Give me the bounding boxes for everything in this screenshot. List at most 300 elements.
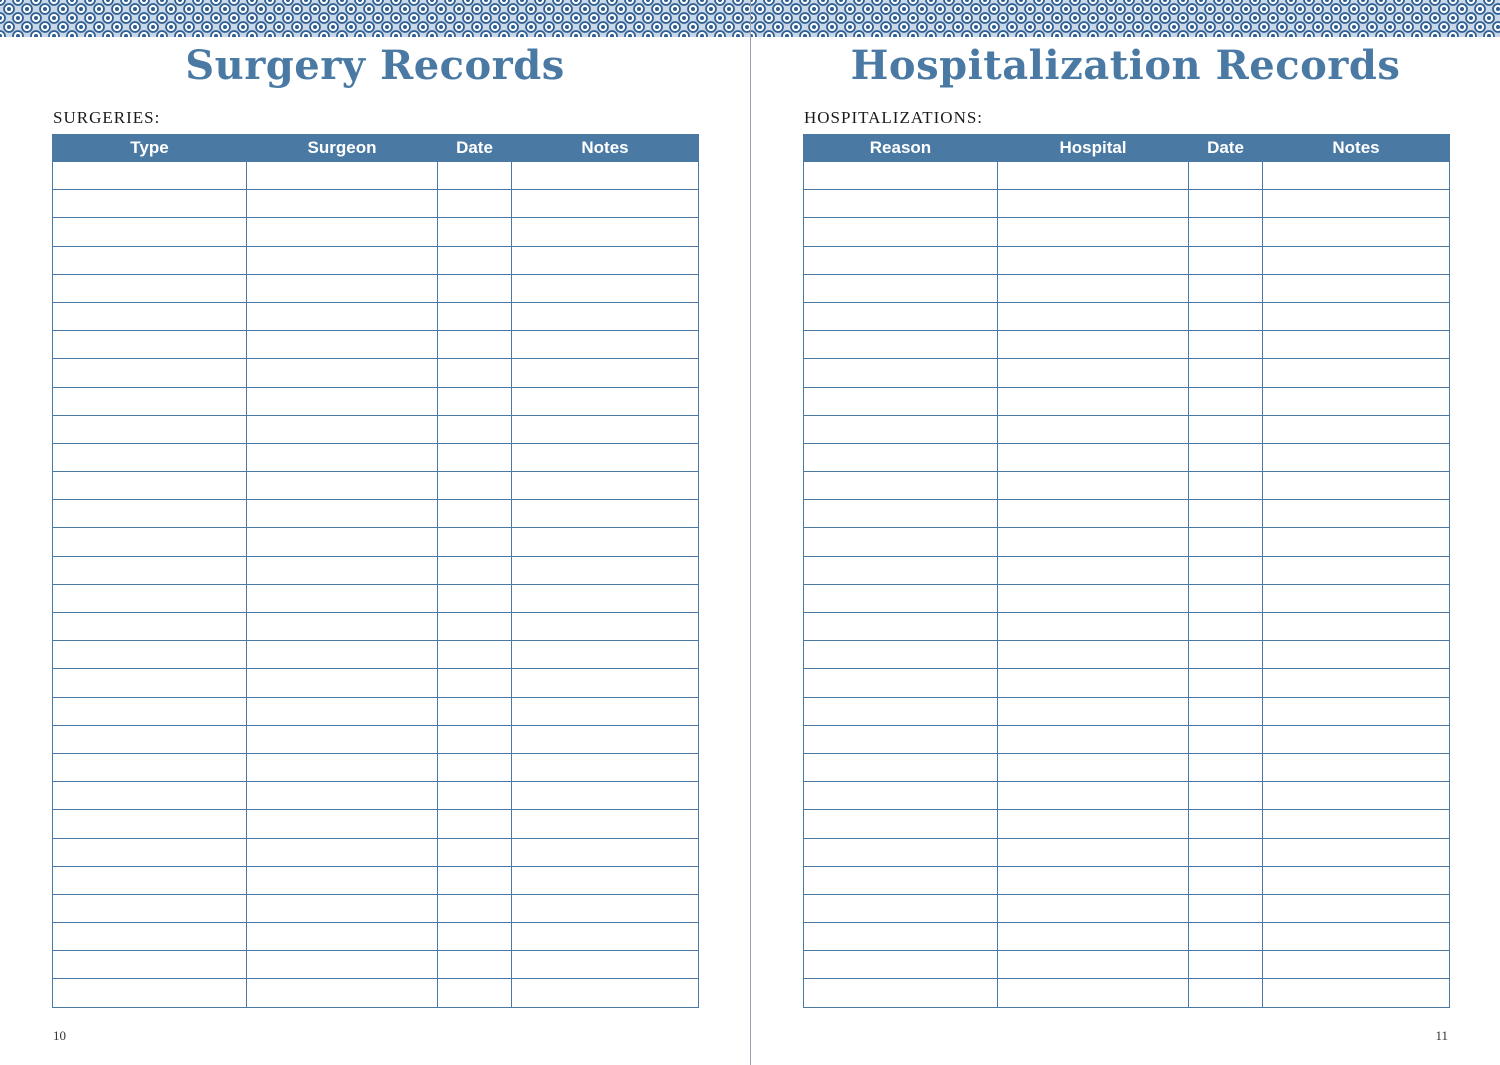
- blank-cell[interactable]: [438, 894, 512, 922]
- table-row: [53, 472, 699, 500]
- table-row: [53, 387, 699, 415]
- blank-cell[interactable]: [438, 302, 512, 330]
- table-row: [53, 331, 699, 359]
- blank-cell[interactable]: [804, 443, 998, 471]
- blank-cell[interactable]: [247, 190, 438, 218]
- blank-cell[interactable]: [1263, 359, 1450, 387]
- blank-cell[interactable]: [998, 725, 1189, 753]
- blank-cell[interactable]: [512, 387, 699, 415]
- blank-cell[interactable]: [998, 641, 1189, 669]
- blank-cell[interactable]: [998, 190, 1189, 218]
- table-row: [804, 753, 1450, 781]
- blank-cell[interactable]: [53, 641, 247, 669]
- blank-cell[interactable]: [1263, 387, 1450, 415]
- blank-cell[interactable]: [998, 753, 1189, 781]
- blank-cell[interactable]: [804, 866, 998, 894]
- page-title: Surgery Records: [185, 42, 565, 89]
- blank-cell[interactable]: [247, 697, 438, 725]
- blank-cell[interactable]: [53, 584, 247, 612]
- blank-cell[interactable]: [247, 838, 438, 866]
- blank-cell[interactable]: [804, 697, 998, 725]
- table-row: [53, 415, 699, 443]
- blank-cell[interactable]: [1263, 246, 1450, 274]
- blank-cell[interactable]: [804, 528, 998, 556]
- blank-cell[interactable]: [512, 274, 699, 302]
- blank-cell[interactable]: [998, 274, 1189, 302]
- blank-cell[interactable]: [804, 331, 998, 359]
- blank-cell[interactable]: [1189, 697, 1263, 725]
- table-row: [804, 782, 1450, 810]
- section-label: HOSPITALIZATIONS:: [804, 108, 984, 127]
- blank-cell[interactable]: [1263, 641, 1450, 669]
- blank-cell[interactable]: [512, 613, 699, 641]
- blank-cell[interactable]: [438, 472, 512, 500]
- blank-cell[interactable]: [438, 500, 512, 528]
- blank-cell[interactable]: [247, 218, 438, 246]
- blank-cell[interactable]: [512, 725, 699, 753]
- blank-cell[interactable]: [1263, 613, 1450, 641]
- blank-cell[interactable]: [53, 472, 247, 500]
- table-row: [53, 725, 699, 753]
- table-row: [804, 218, 1450, 246]
- blank-cell[interactable]: [53, 810, 247, 838]
- table-row: [53, 528, 699, 556]
- blank-cell[interactable]: [998, 697, 1189, 725]
- blank-cell[interactable]: [1189, 923, 1263, 951]
- decorative-pattern-band: [751, 0, 1500, 37]
- blank-cell[interactable]: [1189, 274, 1263, 302]
- blank-cell[interactable]: [998, 951, 1189, 979]
- blank-cell[interactable]: [1189, 528, 1263, 556]
- blank-cell[interactable]: [998, 838, 1189, 866]
- blank-cell[interactable]: [53, 838, 247, 866]
- table-row: [53, 500, 699, 528]
- blank-cell[interactable]: [512, 951, 699, 979]
- blank-cell[interactable]: [1189, 584, 1263, 612]
- blank-cell[interactable]: [804, 500, 998, 528]
- blank-cell[interactable]: [247, 443, 438, 471]
- blank-cell[interactable]: [804, 782, 998, 810]
- blank-cell[interactable]: [998, 866, 1189, 894]
- blank-cell[interactable]: [1263, 753, 1450, 781]
- decorative-pattern-band: [0, 0, 750, 37]
- blank-cell[interactable]: [53, 951, 247, 979]
- blank-cell[interactable]: [512, 866, 699, 894]
- table-row: [53, 894, 699, 922]
- blank-cell[interactable]: [247, 500, 438, 528]
- blank-cell[interactable]: [512, 443, 699, 471]
- table-row: [804, 641, 1450, 669]
- blank-cell[interactable]: [247, 162, 438, 190]
- blank-cell[interactable]: [247, 359, 438, 387]
- table-row: [804, 613, 1450, 641]
- blank-cell[interactable]: [998, 246, 1189, 274]
- blank-cell[interactable]: [53, 782, 247, 810]
- table-row: [804, 415, 1450, 443]
- blank-cell[interactable]: [512, 331, 699, 359]
- blank-cell[interactable]: [512, 302, 699, 330]
- blank-cell[interactable]: [512, 415, 699, 443]
- blank-cell[interactable]: [438, 613, 512, 641]
- blank-cell[interactable]: [512, 162, 699, 190]
- blank-cell[interactable]: [998, 894, 1189, 922]
- blank-cell[interactable]: [247, 613, 438, 641]
- blank-cell[interactable]: [438, 725, 512, 753]
- table-row: [804, 162, 1450, 190]
- blank-cell[interactable]: [512, 753, 699, 781]
- blank-cell[interactable]: [1189, 472, 1263, 500]
- blank-cell[interactable]: [53, 669, 247, 697]
- table-header-row: [53, 134, 699, 162]
- blank-cell[interactable]: [53, 528, 247, 556]
- table-row: [804, 669, 1450, 697]
- blank-cell[interactable]: [438, 697, 512, 725]
- blank-cell[interactable]: [804, 725, 998, 753]
- blank-cell[interactable]: [1189, 500, 1263, 528]
- blank-cell[interactable]: [438, 246, 512, 274]
- blank-cell[interactable]: [512, 782, 699, 810]
- blank-cell[interactable]: [1263, 443, 1450, 471]
- table-row: [53, 246, 699, 274]
- blank-cell[interactable]: [1263, 782, 1450, 810]
- blank-cell[interactable]: [804, 979, 998, 1007]
- section-label: SURGERIES:: [53, 108, 161, 127]
- blank-cell[interactable]: [1263, 415, 1450, 443]
- blank-cell[interactable]: [1189, 415, 1263, 443]
- blank-cell[interactable]: [53, 274, 247, 302]
- blank-cell[interactable]: [438, 331, 512, 359]
- blank-cell[interactable]: [804, 556, 998, 584]
- blank-cell[interactable]: [1189, 894, 1263, 922]
- blank-cell[interactable]: [53, 725, 247, 753]
- table-row: [53, 584, 699, 612]
- blank-cell[interactable]: [1189, 725, 1263, 753]
- blank-cell[interactable]: [804, 641, 998, 669]
- blank-cell[interactable]: [1189, 753, 1263, 781]
- blank-cell[interactable]: [1263, 951, 1450, 979]
- blank-cell[interactable]: [53, 359, 247, 387]
- blank-cell[interactable]: [998, 923, 1189, 951]
- blank-cell[interactable]: [1189, 387, 1263, 415]
- blank-cell[interactable]: [53, 866, 247, 894]
- blank-cell[interactable]: [53, 190, 247, 218]
- blank-cell[interactable]: [53, 500, 247, 528]
- blank-cell[interactable]: [247, 894, 438, 922]
- blank-cell[interactable]: [1263, 725, 1450, 753]
- blank-cell[interactable]: [1263, 697, 1450, 725]
- blank-cell[interactable]: [804, 302, 998, 330]
- blank-cell[interactable]: [247, 584, 438, 612]
- blank-cell[interactable]: [247, 979, 438, 1007]
- blank-cell[interactable]: [438, 218, 512, 246]
- blank-cell[interactable]: [438, 753, 512, 781]
- blank-cell[interactable]: [1189, 782, 1263, 810]
- blank-cell[interactable]: [438, 584, 512, 612]
- blank-cell[interactable]: [247, 556, 438, 584]
- blank-cell[interactable]: [804, 894, 998, 922]
- blank-cell[interactable]: [438, 190, 512, 218]
- blank-cell[interactable]: [1263, 302, 1450, 330]
- table-row: [53, 218, 699, 246]
- table-row: [804, 979, 1450, 1007]
- blank-cell[interactable]: [438, 923, 512, 951]
- blank-cell[interactable]: [804, 951, 998, 979]
- blank-cell[interactable]: [998, 302, 1189, 330]
- blank-cell[interactable]: [438, 359, 512, 387]
- table-row: [804, 584, 1450, 612]
- blank-cell[interactable]: [247, 782, 438, 810]
- blank-cell[interactable]: [53, 923, 247, 951]
- blank-cell[interactable]: [512, 528, 699, 556]
- table-row: [804, 359, 1450, 387]
- table-row: [804, 387, 1450, 415]
- blank-cell[interactable]: [438, 641, 512, 669]
- blank-cell[interactable]: [53, 162, 247, 190]
- blank-cell[interactable]: [53, 443, 247, 471]
- blank-cell[interactable]: [438, 443, 512, 471]
- blank-cell[interactable]: [247, 246, 438, 274]
- blank-cell[interactable]: [512, 584, 699, 612]
- blank-cell[interactable]: [1189, 838, 1263, 866]
- blank-cell[interactable]: [1189, 613, 1263, 641]
- hospitalization-records-table: [803, 134, 1450, 1008]
- blank-cell[interactable]: [804, 838, 998, 866]
- blank-cell[interactable]: [53, 894, 247, 922]
- blank-cell[interactable]: [438, 810, 512, 838]
- blank-cell[interactable]: [512, 669, 699, 697]
- table-row: [804, 190, 1450, 218]
- blank-cell[interactable]: [998, 218, 1189, 246]
- table-row: [804, 528, 1450, 556]
- blank-cell[interactable]: [998, 331, 1189, 359]
- blank-cell[interactable]: [512, 556, 699, 584]
- blank-cell[interactable]: [804, 415, 998, 443]
- blank-cell[interactable]: [1189, 359, 1263, 387]
- blank-cell[interactable]: [1189, 246, 1263, 274]
- blank-cell[interactable]: [1189, 218, 1263, 246]
- blank-cell[interactable]: [998, 472, 1189, 500]
- blank-cell[interactable]: [438, 162, 512, 190]
- table-row: [53, 443, 699, 471]
- blank-cell[interactable]: [53, 218, 247, 246]
- blank-cell[interactable]: [1263, 866, 1450, 894]
- blank-cell[interactable]: [1263, 528, 1450, 556]
- blank-cell[interactable]: [53, 556, 247, 584]
- blank-cell[interactable]: [438, 782, 512, 810]
- blank-cell[interactable]: [247, 866, 438, 894]
- table-row: [53, 923, 699, 951]
- blank-cell[interactable]: [804, 923, 998, 951]
- blank-cell[interactable]: [998, 810, 1189, 838]
- blank-cell[interactable]: [804, 584, 998, 612]
- blank-cell[interactable]: [438, 387, 512, 415]
- blank-cell[interactable]: [998, 669, 1189, 697]
- blank-cell[interactable]: [804, 218, 998, 246]
- blank-cell[interactable]: [998, 979, 1189, 1007]
- blank-cell[interactable]: [53, 697, 247, 725]
- right-page: [750, 0, 1500, 1065]
- blank-cell[interactable]: [53, 753, 247, 781]
- blank-cell[interactable]: [512, 359, 699, 387]
- blank-cell[interactable]: [998, 415, 1189, 443]
- blank-cell[interactable]: [998, 584, 1189, 612]
- blank-cell[interactable]: [247, 274, 438, 302]
- blank-cell[interactable]: [1263, 810, 1450, 838]
- table-row: [53, 641, 699, 669]
- blank-cell[interactable]: [804, 753, 998, 781]
- blank-cell[interactable]: [53, 979, 247, 1007]
- table-row: [804, 838, 1450, 866]
- table-row: [53, 782, 699, 810]
- table-row: [53, 359, 699, 387]
- blank-cell[interactable]: [512, 190, 699, 218]
- blank-cell[interactable]: [247, 331, 438, 359]
- blank-cell[interactable]: [1189, 641, 1263, 669]
- table-row: [804, 556, 1450, 584]
- blank-cell[interactable]: [998, 528, 1189, 556]
- blank-cell[interactable]: [512, 979, 699, 1007]
- blank-cell[interactable]: [998, 500, 1189, 528]
- blank-cell[interactable]: [438, 951, 512, 979]
- blank-cell[interactable]: [1189, 556, 1263, 584]
- table-row: [53, 951, 699, 979]
- blank-cell[interactable]: [53, 246, 247, 274]
- blank-cell[interactable]: [1189, 443, 1263, 471]
- blank-cell[interactable]: [1189, 302, 1263, 330]
- blank-cell[interactable]: [1263, 472, 1450, 500]
- blank-cell[interactable]: [1263, 584, 1450, 612]
- blank-cell[interactable]: [247, 641, 438, 669]
- table-row: [804, 331, 1450, 359]
- blank-cell[interactable]: [1263, 274, 1450, 302]
- blank-cell[interactable]: [804, 190, 998, 218]
- blank-cell[interactable]: [998, 387, 1189, 415]
- blank-cell[interactable]: [247, 472, 438, 500]
- blank-cell[interactable]: [512, 923, 699, 951]
- blank-cell[interactable]: [998, 162, 1189, 190]
- blank-cell[interactable]: [247, 753, 438, 781]
- blank-cell[interactable]: [998, 613, 1189, 641]
- table-row: [804, 500, 1450, 528]
- blank-cell[interactable]: [512, 838, 699, 866]
- blank-cell[interactable]: [438, 415, 512, 443]
- blank-cell[interactable]: [804, 669, 998, 697]
- blank-cell[interactable]: [1263, 218, 1450, 246]
- blank-cell[interactable]: [804, 359, 998, 387]
- blank-cell[interactable]: [53, 331, 247, 359]
- table-row: [53, 274, 699, 302]
- blank-cell[interactable]: [512, 697, 699, 725]
- blank-cell[interactable]: [804, 810, 998, 838]
- blank-cell[interactable]: [1263, 500, 1450, 528]
- blank-cell[interactable]: [1263, 979, 1450, 1007]
- table-row: [804, 810, 1450, 838]
- column-header-date: Date: [438, 134, 512, 162]
- blank-cell[interactable]: [512, 894, 699, 922]
- blank-cell[interactable]: [512, 500, 699, 528]
- blank-cell[interactable]: [1189, 951, 1263, 979]
- blank-cell[interactable]: [1189, 866, 1263, 894]
- blank-cell[interactable]: [1189, 331, 1263, 359]
- blank-cell[interactable]: [438, 866, 512, 894]
- blank-cell[interactable]: [247, 725, 438, 753]
- blank-cell[interactable]: [1263, 162, 1450, 190]
- blank-cell[interactable]: [1263, 838, 1450, 866]
- blank-cell[interactable]: [1263, 556, 1450, 584]
- page-number: 10: [53, 1028, 66, 1043]
- table-row: [804, 951, 1450, 979]
- blank-cell[interactable]: [512, 472, 699, 500]
- column-header-hospital: Hospital: [998, 134, 1189, 162]
- blank-cell[interactable]: [247, 951, 438, 979]
- table-row: [53, 190, 699, 218]
- blank-cell[interactable]: [1263, 923, 1450, 951]
- blank-cell[interactable]: [804, 162, 998, 190]
- blank-cell[interactable]: [1263, 669, 1450, 697]
- blank-cell[interactable]: [247, 528, 438, 556]
- blank-cell[interactable]: [804, 613, 998, 641]
- blank-cell[interactable]: [998, 556, 1189, 584]
- table-row: [53, 162, 699, 190]
- table-row: [53, 302, 699, 330]
- blank-cell[interactable]: [438, 528, 512, 556]
- blank-cell[interactable]: [438, 274, 512, 302]
- blank-cell[interactable]: [1263, 894, 1450, 922]
- blank-cell[interactable]: [804, 472, 998, 500]
- blank-cell[interactable]: [438, 556, 512, 584]
- blank-cell[interactable]: [1189, 162, 1263, 190]
- blank-cell[interactable]: [998, 782, 1189, 810]
- table-row: [53, 556, 699, 584]
- blank-cell[interactable]: [247, 302, 438, 330]
- blank-cell[interactable]: [438, 979, 512, 1007]
- blank-cell[interactable]: [804, 274, 998, 302]
- blank-cell[interactable]: [1189, 810, 1263, 838]
- blank-cell[interactable]: [53, 613, 247, 641]
- blank-cell[interactable]: [512, 810, 699, 838]
- blank-cell[interactable]: [247, 415, 438, 443]
- blank-cell[interactable]: [247, 810, 438, 838]
- blank-cell[interactable]: [804, 387, 998, 415]
- blank-cell[interactable]: [1189, 669, 1263, 697]
- blank-cell[interactable]: [1189, 979, 1263, 1007]
- blank-cell[interactable]: [247, 669, 438, 697]
- blank-cell[interactable]: [1189, 190, 1263, 218]
- blank-cell[interactable]: [998, 359, 1189, 387]
- blank-cell[interactable]: [998, 443, 1189, 471]
- table-row: [804, 923, 1450, 951]
- table-row: [804, 894, 1450, 922]
- blank-cell[interactable]: [438, 838, 512, 866]
- blank-cell[interactable]: [53, 387, 247, 415]
- blank-cell[interactable]: [53, 302, 247, 330]
- blank-cell[interactable]: [512, 246, 699, 274]
- table-header-row: [804, 134, 1450, 162]
- table-row: [804, 866, 1450, 894]
- blank-cell[interactable]: [438, 669, 512, 697]
- blank-cell[interactable]: [1263, 331, 1450, 359]
- blank-cell[interactable]: [512, 641, 699, 669]
- blank-cell[interactable]: [53, 415, 247, 443]
- blank-cell[interactable]: [1263, 190, 1450, 218]
- table-row: [53, 753, 699, 781]
- blank-cell[interactable]: [247, 923, 438, 951]
- blank-cell[interactable]: [512, 218, 699, 246]
- table-row: [53, 979, 699, 1007]
- blank-cell[interactable]: [247, 387, 438, 415]
- blank-cell[interactable]: [804, 246, 998, 274]
- table-row: [804, 697, 1450, 725]
